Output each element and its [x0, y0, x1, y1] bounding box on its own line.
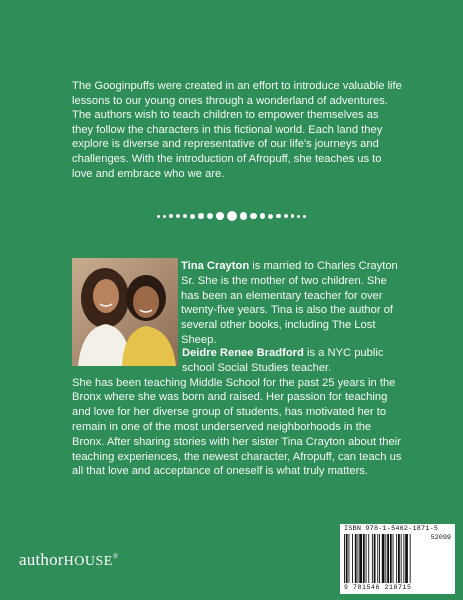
barcode-bar [363, 534, 365, 583]
barcode-bar [405, 534, 408, 583]
author-bio-tina [181, 259, 403, 348]
dot-divider [0, 208, 463, 224]
barcode-bar [372, 534, 373, 583]
barcode-bar [366, 534, 367, 583]
barcode-bar [379, 534, 380, 583]
price-code: 52099 [430, 534, 451, 542]
author-name-deidre: Deidre Renee Bradford [182, 347, 304, 359]
isbn-number: ISBN 978-1-5462-1871-5 [344, 525, 439, 533]
barcode-bar [410, 534, 411, 583]
barcode-bar [398, 534, 400, 583]
author-bio-deidre [72, 346, 403, 479]
barcode-bar [387, 534, 389, 583]
publisher-logo-house: HOUSE [63, 554, 113, 569]
publisher-logo-author: author [19, 550, 64, 569]
barcode-bar [358, 534, 359, 583]
barcode-bar [385, 534, 386, 583]
barcode-bar [382, 534, 385, 583]
barcode-bar [390, 534, 392, 583]
barcode-bar [355, 534, 357, 583]
barcode-bars [344, 534, 452, 583]
barcode-bar [403, 534, 404, 583]
barcode-bar [352, 534, 353, 583]
author-bio-deidre-firstline [72, 346, 403, 376]
barcode-bar [401, 534, 402, 583]
publisher-logo [19, 550, 118, 570]
barcode-bar [377, 534, 378, 583]
book-blurb: The Googinpuffs were created in an effort to introduce valuable life lessons to our young ones through a wonderland of adventures. The authors wish to teach children to empower themselves as they follow the characters in this fictional world. Each land they explore is diverse and representative of our life's journeys and challenges. With the introduction of Afropuff, she teaches us to love and embrace who we are. [72, 80, 402, 180]
barcode-bar [396, 534, 397, 583]
author-name-tina: Tina Crayton [181, 260, 250, 272]
barcode-bar [346, 534, 348, 583]
barcode-bar [349, 534, 350, 583]
author-bio-tina-text: is married to Charles Crayton Sr. She is the mother of two children. She has been an elementary teacher for over twenty-five years. Tina is also the author of several other books, including The Lost Sheep. [181, 260, 398, 346]
barcode-bar [374, 534, 376, 583]
author-bio-deidre-text-first: is a NYC public school Social Studies teacher. [182, 347, 384, 374]
registered-mark: ® [112, 552, 119, 561]
barcode-number: 9 781546 218715 [344, 584, 412, 591]
barcode-bar [393, 534, 394, 583]
barcode-bar [359, 534, 362, 583]
isbn-barcode [340, 524, 455, 594]
author-bio-deidre-text: She has been teaching Middle School for the past 25 years in the Bronx where she was born and raised. Her passion for teaching and love for her diverse group of students, has motivated her to remain in one of the most underserved neighborhoods in the Bronx. After sharing stories with her sister Tina Crayton about their teaching experiences, the newest character, Afropuff, can teach us all that love and acceptance of oneself is what truly matters. [72, 376, 402, 478]
barcode-bar [344, 534, 345, 583]
barcode-bar [368, 534, 369, 583]
